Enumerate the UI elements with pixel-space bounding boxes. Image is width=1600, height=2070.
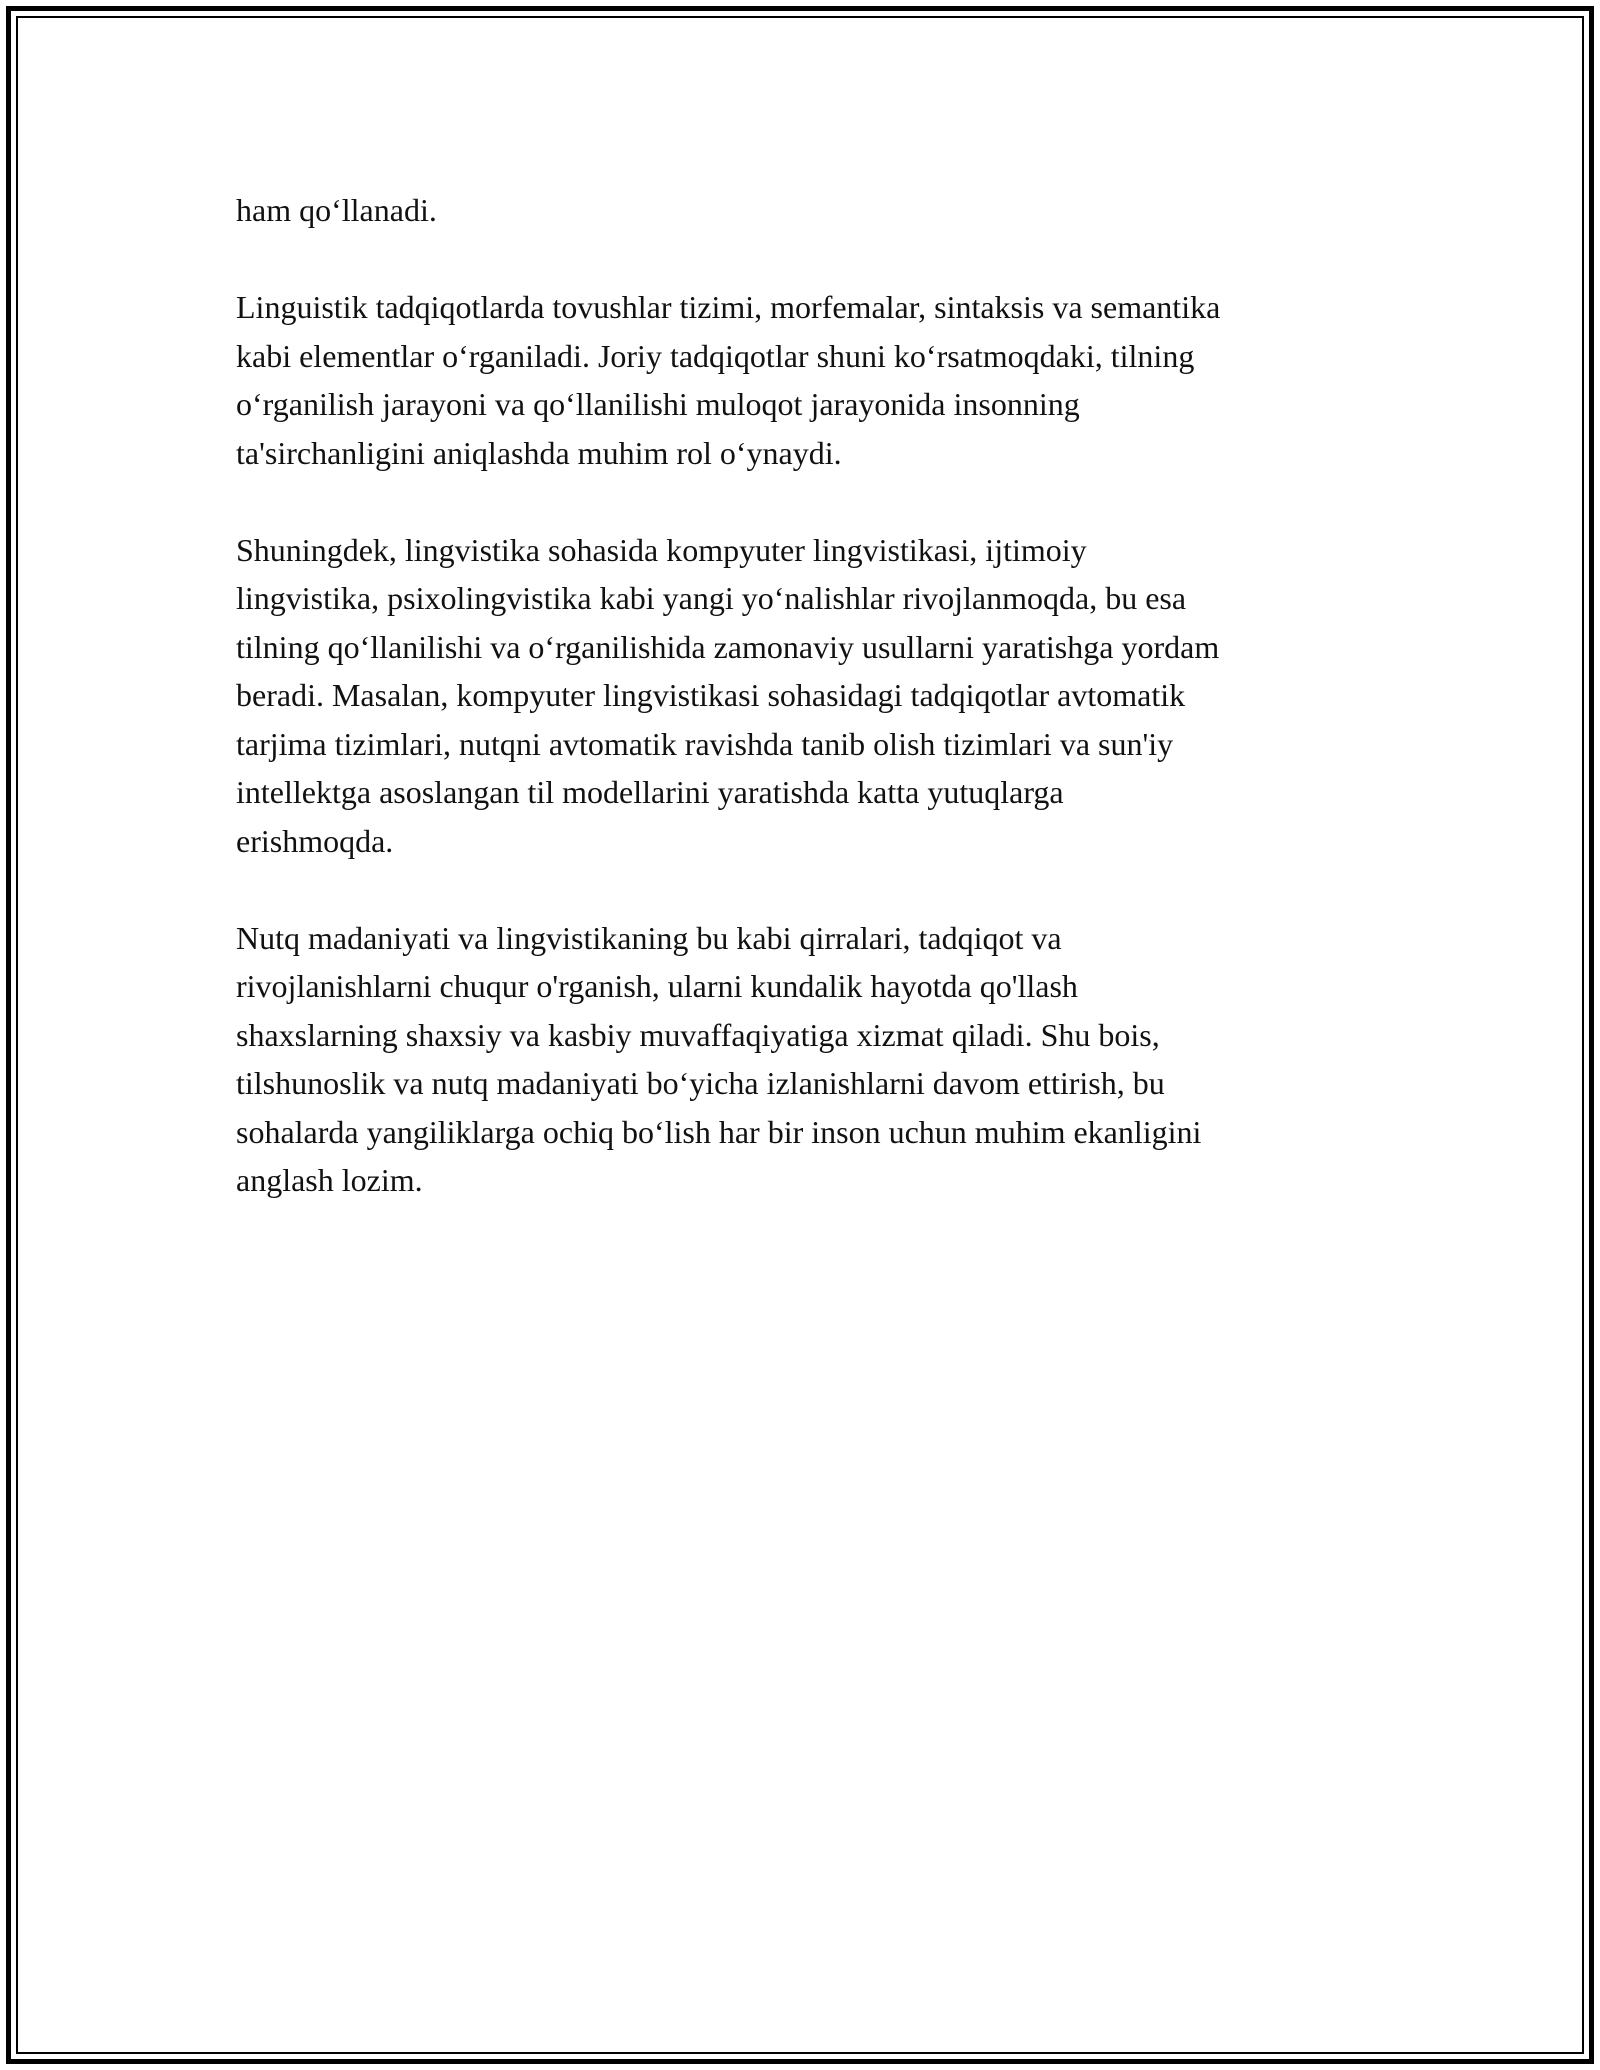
document-body xyxy=(236,186,1386,1253)
paragraph-linguistic-research: Linguistik tadqiqotlarda tovushlar tizimi, morfemalar, sintaksis va semantika kabi elementlar o‘rganiladi. Joriy tadqiqotlar shuni ko‘rsatmoqdaki, tilning o‘rganilish jarayoni va qo‘llanilishi muloqot jarayonida insonning ta'sirchanligini aniqlashda muhim rol o‘ynaydi. xyxy=(236,289,1221,471)
paragraph-conclusion: Nutq madaniyati va lingvistikaning bu kabi qirralari, tadqiqot va rivojlanishlarni chuqur o'rganish, ularni kundalik hayotda qo'llash shaxslarning shaxsiy va kasbiy muvaffaqiyatiga xizmat qiladi. Shu bois, tilshunoslik va nutq madaniyati bo‘yicha izlanishlarni davom ettirish, bu sohalarda yangiliklarga ochiq bo‘lish har bir inson uchun muhim ekanligini anglash lozim. xyxy=(236,919,1202,1198)
paragraph-continuation: ham qo‘llanadi. xyxy=(236,192,437,228)
paragraph-new-directions: Shuningdek, lingvistika sohasida kompyuter lingvistikasi, ijtimoiy lingvistika, psixolingvistika kabi yangi yo‘nalishlar rivojlanmoqda, bu esa tilning qo‘llanilishi va o‘rganilishida zamonaviy usullarni yaratishga yordam beradi. Masalan, kompyuter lingvistikasi sohasidagi tadqiqotlar avtomatik tarjima tizimlari, nutqni avtomatik ravishda tanib olish tizimlari va sun'iy intellektga asoslangan til modellarini yaratishda katta yutuqlarga erishmoqda. xyxy=(236,531,1220,859)
